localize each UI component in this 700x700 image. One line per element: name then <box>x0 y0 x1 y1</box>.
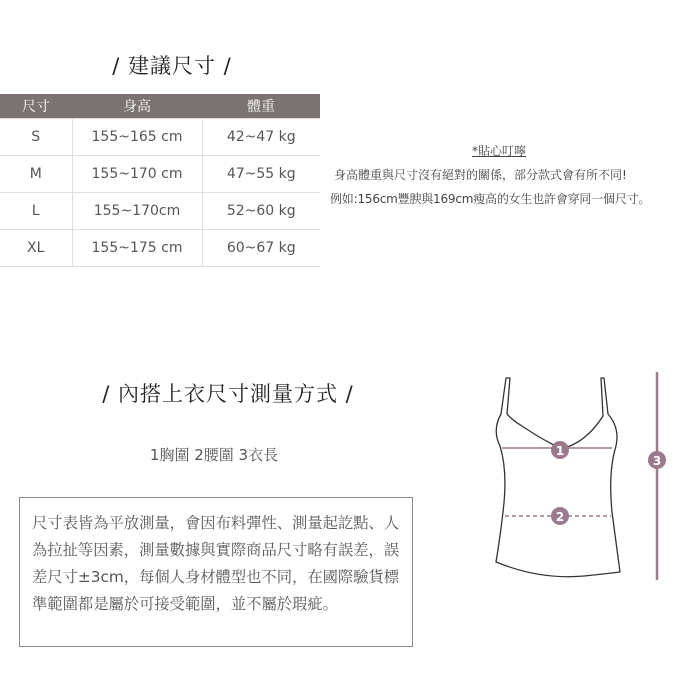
length-marker <box>648 451 666 469</box>
cell-height: 155~165 cm <box>72 119 202 156</box>
table-row <box>0 119 320 156</box>
cell-weight: 60~67 kg <box>202 230 320 267</box>
size-table <box>0 94 320 267</box>
cell-height: 155~175 cm <box>72 230 202 267</box>
reminder-line-2: 例如:156cm豐腴與169cm瘦高的女生也許會穿同一個尺寸。 <box>330 192 651 206</box>
column-header-height: 身高 <box>72 94 202 119</box>
cell-size: XL <box>0 230 72 267</box>
waist-marker <box>551 507 569 525</box>
table-row <box>0 230 320 267</box>
reminder-line-1: 身高體重與尺寸沒有絕對的關係，部分款式會有所不同! <box>334 168 627 182</box>
cell-size: L <box>0 193 72 230</box>
cell-height: 155~170cm <box>72 193 202 230</box>
cell-weight: 52~60 kg <box>202 193 320 230</box>
chest-marker <box>551 441 569 459</box>
cell-height: 155~170 cm <box>72 156 202 193</box>
cell-size: M <box>0 156 72 193</box>
camisole-outline-icon <box>496 378 620 577</box>
measurement-note: 尺寸表皆為平放測量，會因布料彈性、測量起訖點、人為拉扯等因素，測量數據與實際商品尺寸略有誤差，誤差尺寸±3cm，每個人身材體型也不同，在國際驗貨標準範圍都是屬於可接受範圍，並不屬於瑕疵。 <box>19 497 413 647</box>
length-marker-label: 3 <box>652 454 662 468</box>
column-header-size: 尺寸 <box>0 94 72 119</box>
table-row <box>0 193 320 230</box>
column-header-weight: 體重 <box>202 94 320 119</box>
chest-marker-label: 1 <box>555 444 565 458</box>
cell-weight: 42~47 kg <box>202 119 320 156</box>
waist-marker-label: 2 <box>555 510 565 524</box>
cell-size: S <box>0 119 72 156</box>
measure-section-title: / 內搭上衣尺寸測量方式 / <box>102 382 354 406</box>
camisole-diagram <box>480 362 680 602</box>
reminder-title: *貼心叮嚀 <box>472 144 527 158</box>
table-header-row <box>0 94 320 119</box>
size-section-title: / 建議尺寸 / <box>112 54 232 78</box>
table-row <box>0 156 320 193</box>
cell-weight: 47~55 kg <box>202 156 320 193</box>
measure-legend: 1胸圍 2腰圍 3衣長 <box>149 446 279 464</box>
